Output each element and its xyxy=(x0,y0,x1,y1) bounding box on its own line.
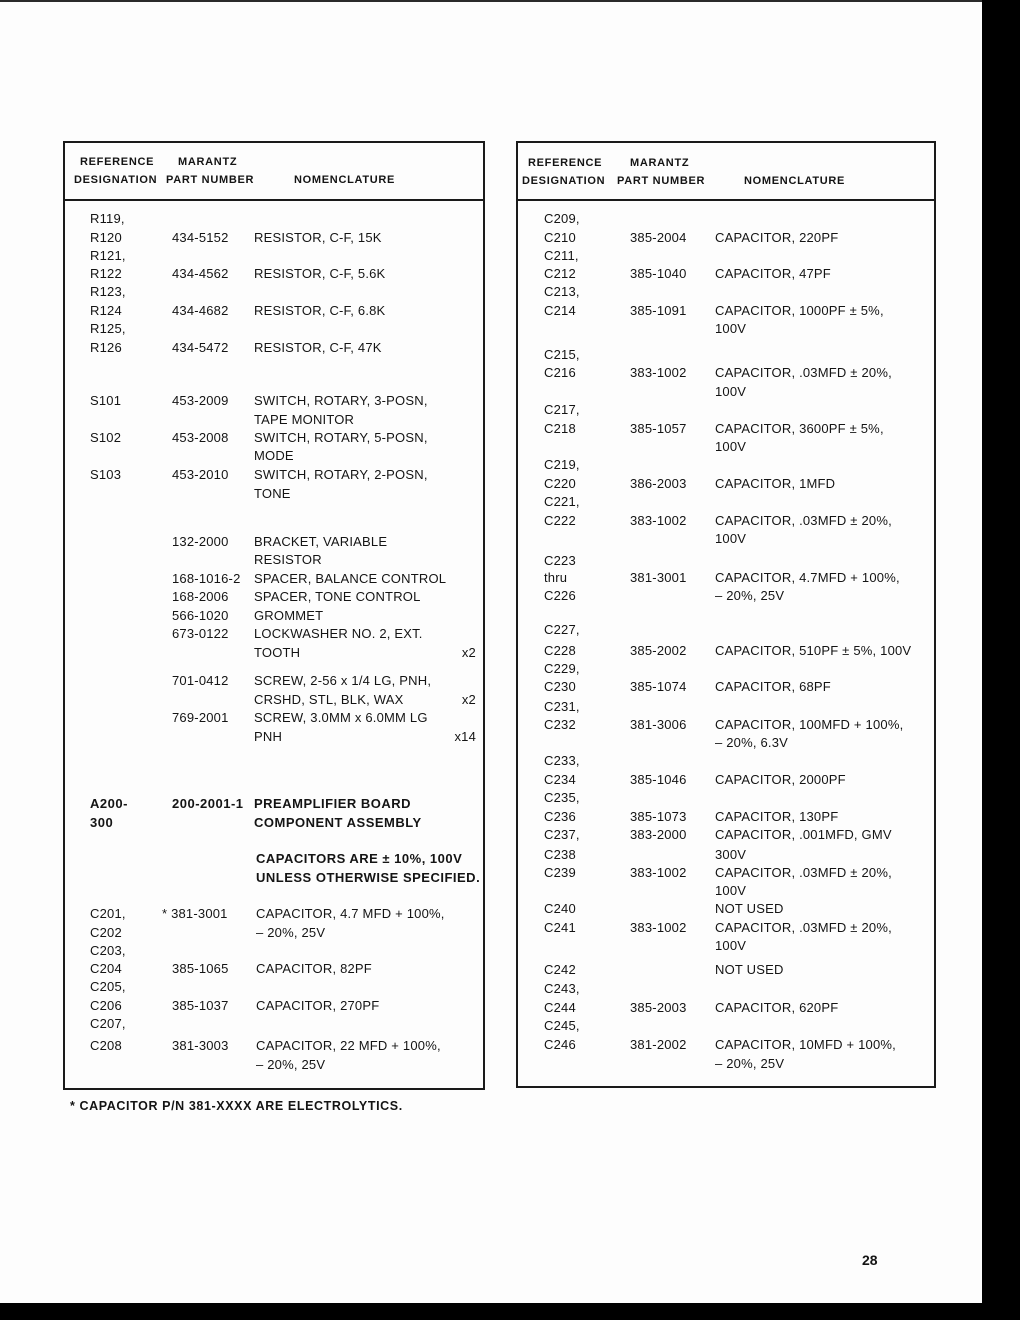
part-number: 673-0122 xyxy=(172,626,229,641)
nomenclature: CAPACITOR, .03MFD ± 20%, xyxy=(715,365,892,380)
nomenclature: CAPACITOR, 1MFD xyxy=(715,476,836,491)
quantity: x2 xyxy=(461,692,476,707)
nomenclature: SWITCH, ROTARY, 5-POSN, xyxy=(254,430,428,445)
left-header-divider xyxy=(63,199,485,201)
nomenclature: CAPACITOR, .001MFD, GMV xyxy=(715,827,892,842)
quantity: x14 xyxy=(454,729,476,744)
reference-designation: C201, xyxy=(90,906,126,921)
nomenclature: – 20%, 25V xyxy=(715,1056,785,1071)
nomenclature: SWITCH, ROTARY, 2-POSN, xyxy=(254,467,428,482)
part-number: 769-2001 xyxy=(172,710,229,725)
nomenclature: TAPE MONITOR xyxy=(254,412,355,427)
nomenclature: CAPACITOR, 100MFD + 100%, xyxy=(715,717,904,732)
nomenclature: SCREW, 2-56 x 1/4 LG, PNH, xyxy=(254,673,432,688)
reference-designation: C244 xyxy=(544,1000,576,1015)
nomenclature: CAPACITOR, .03MFD ± 20%, xyxy=(715,920,892,935)
nomenclature: RESISTOR, C-F, 6.8K xyxy=(254,303,386,318)
reference-designation: C219, xyxy=(544,457,580,472)
nomenclature: CAPACITOR, .03MFD ± 20%, xyxy=(715,513,892,528)
bottom-scan-border xyxy=(0,1303,1020,1320)
right-header-nomenclature: NOMENCLATURE xyxy=(744,175,846,187)
reference-designation: A200- xyxy=(90,796,128,811)
reference-designation: R120 xyxy=(90,230,122,245)
nomenclature: CAPACITORS ARE ± 10%, 100V xyxy=(256,851,463,866)
reference-designation: C231, xyxy=(544,699,580,714)
nomenclature: RESISTOR xyxy=(254,552,322,567)
reference-designation: 300 xyxy=(90,815,114,830)
part-number: 701-0412 xyxy=(172,673,229,688)
reference-designation: C232 xyxy=(544,717,576,732)
reference-designation: C235, xyxy=(544,790,580,805)
part-number: 453-2008 xyxy=(172,430,229,445)
nomenclature: CAPACITOR, .03MFD ± 20%, xyxy=(715,865,892,880)
nomenclature: PREAMPLIFIER BOARD xyxy=(254,796,412,811)
nomenclature: 100V xyxy=(715,531,747,546)
reference-designation: C223 xyxy=(544,553,576,568)
nomenclature: RESISTOR, C-F, 47K xyxy=(254,340,382,355)
reference-designation: C234 xyxy=(544,772,576,787)
footnote: * CAPACITOR P/N 381-XXXX ARE ELECTROLYTICS. xyxy=(70,1099,403,1113)
left-header-nomenclature: NOMENCLATURE xyxy=(294,174,396,186)
reference-designation: S103 xyxy=(90,467,122,482)
part-number: 385-1091 xyxy=(630,303,687,318)
right-header-ref-1: REFERENCE xyxy=(528,157,603,169)
part-number: 385-2003 xyxy=(630,1000,687,1015)
nomenclature: COMPONENT ASSEMBLY xyxy=(254,815,422,830)
reference-designation: C240 xyxy=(544,901,576,916)
reference-designation: thru xyxy=(544,570,568,585)
reference-designation: C204 xyxy=(90,961,122,976)
nomenclature: TOOTH xyxy=(254,645,301,660)
reference-designation: C222 xyxy=(544,513,576,528)
reference-designation: C239 xyxy=(544,865,576,880)
nomenclature: CAPACITOR, 4.7 MFD + 100%, xyxy=(256,906,445,921)
part-number: 383-1002 xyxy=(630,365,687,380)
reference-designation: C209, xyxy=(544,211,580,226)
reference-designation: C241 xyxy=(544,920,576,935)
nomenclature: CAPACITOR, 22 MFD + 100%, xyxy=(256,1038,441,1053)
part-number: 385-1040 xyxy=(630,266,687,281)
nomenclature: RESISTOR, C-F, 15K xyxy=(254,230,382,245)
part-number: 381-3001 xyxy=(630,570,687,585)
reference-designation: C203, xyxy=(90,943,126,958)
nomenclature: CAPACITOR, 68PF xyxy=(715,679,831,694)
part-number: 434-4562 xyxy=(172,266,229,281)
left-header-marantz-2: PART NUMBER xyxy=(166,174,255,186)
reference-designation: R121, xyxy=(90,248,126,263)
nomenclature: CAPACITOR, 620PF xyxy=(715,1000,839,1015)
nomenclature: CRSHD, STL, BLK, WAX xyxy=(254,692,404,707)
part-number: 381-3003 xyxy=(172,1038,229,1053)
part-number: 383-1002 xyxy=(630,865,687,880)
nomenclature: MODE xyxy=(254,448,294,463)
left-header-ref-1: REFERENCE xyxy=(80,156,155,168)
part-number: 385-2004 xyxy=(630,230,687,245)
reference-designation: C208 xyxy=(90,1038,122,1053)
reference-designation: R126 xyxy=(90,340,122,355)
nomenclature: SPACER, TONE CONTROL xyxy=(254,589,421,604)
reference-designation: R119, xyxy=(90,211,125,226)
nomenclature: CAPACITOR, 47PF xyxy=(715,266,831,281)
nomenclature: NOT USED xyxy=(715,962,784,977)
nomenclature: CAPACITOR, 220PF xyxy=(715,230,839,245)
part-number: 434-5472 xyxy=(172,340,229,355)
part-number: 385-1073 xyxy=(630,809,687,824)
part-number: 385-1074 xyxy=(630,679,687,694)
right-header-ref-2: DESIGNATION xyxy=(522,175,606,187)
reference-designation: R125, xyxy=(90,321,126,336)
nomenclature: CAPACITOR, 1000PF ± 5%, xyxy=(715,303,884,318)
nomenclature: TONE xyxy=(254,486,291,501)
reference-designation: C229, xyxy=(544,661,580,676)
nomenclature: 300V xyxy=(715,847,747,862)
nomenclature: SPACER, BALANCE CONTROL xyxy=(254,571,447,586)
reference-designation: R124 xyxy=(90,303,122,318)
part-number: 566-1020 xyxy=(172,608,229,623)
nomenclature: NOT USED xyxy=(715,901,784,916)
reference-designation: C245, xyxy=(544,1018,580,1033)
part-number: 385-1057 xyxy=(630,421,687,436)
part-number: 383-2000 xyxy=(630,827,687,842)
reference-designation: C237, xyxy=(544,827,580,842)
quantity: x2 xyxy=(461,645,476,660)
nomenclature: UNLESS OTHERWISE SPECIFIED. xyxy=(256,870,481,885)
nomenclature: CAPACITOR, 82PF xyxy=(256,961,372,976)
nomenclature: PNH xyxy=(254,729,283,744)
reference-designation: C230 xyxy=(544,679,576,694)
reference-designation: C212 xyxy=(544,266,576,281)
nomenclature: – 20%, 25V xyxy=(256,1057,326,1072)
nomenclature: 100V xyxy=(715,384,747,399)
nomenclature: – 20%, 25V xyxy=(715,588,785,603)
part-number: 385-1046 xyxy=(630,772,687,787)
nomenclature: GROMMET xyxy=(254,608,324,623)
right-scan-border xyxy=(982,0,1020,1320)
reference-designation: C216 xyxy=(544,365,576,380)
nomenclature: RESISTOR, C-F, 5.6K xyxy=(254,266,386,281)
part-number: 386-2003 xyxy=(630,476,687,491)
reference-designation: C228 xyxy=(544,643,576,658)
reference-designation: C213, xyxy=(544,284,580,299)
part-number: 453-2010 xyxy=(172,467,229,482)
reference-designation: C238 xyxy=(544,847,576,862)
reference-designation: C242 xyxy=(544,962,576,977)
reference-designation: R122 xyxy=(90,266,122,281)
reference-designation: C246 xyxy=(544,1037,576,1052)
part-number: 168-1016-2 xyxy=(172,571,241,586)
reference-designation: C218 xyxy=(544,421,576,436)
reference-designation: C205, xyxy=(90,979,126,994)
nomenclature: CAPACITOR, 2000PF xyxy=(715,772,846,787)
reference-designation: C214 xyxy=(544,303,576,318)
nomenclature: – 20%, 6.3V xyxy=(715,735,789,750)
left-header-marantz-1: MARANTZ xyxy=(178,156,238,168)
reference-designation: C210 xyxy=(544,230,576,245)
reference-designation: C220 xyxy=(544,476,576,491)
page-number: 28 xyxy=(862,1252,878,1268)
nomenclature: 100V xyxy=(715,938,747,953)
part-number: * 381-3001 xyxy=(162,906,228,921)
nomenclature: CAPACITOR, 270PF xyxy=(256,998,380,1013)
reference-designation: C217, xyxy=(544,402,580,417)
part-number: 385-1065 xyxy=(172,961,229,976)
part-number: 383-1002 xyxy=(630,513,687,528)
nomenclature: CAPACITOR, 4.7MFD + 100%, xyxy=(715,570,900,585)
part-number: 385-2002 xyxy=(630,643,687,658)
right-header-divider xyxy=(516,199,936,201)
nomenclature: SCREW, 3.0MM x 6.0MM LG xyxy=(254,710,428,725)
nomenclature: CAPACITOR, 510PF ± 5%, 100V xyxy=(715,643,912,658)
part-number: 132-2000 xyxy=(172,534,229,549)
reference-designation: C215, xyxy=(544,347,580,362)
nomenclature: LOCKWASHER NO. 2, EXT. xyxy=(254,626,423,641)
reference-designation: C221, xyxy=(544,494,580,509)
reference-designation: C243, xyxy=(544,981,580,996)
part-number: 168-2006 xyxy=(172,589,229,604)
reference-designation: S101 xyxy=(90,393,122,408)
nomenclature: SWITCH, ROTARY, 3-POSN, xyxy=(254,393,428,408)
left-header-ref-2: DESIGNATION xyxy=(74,174,158,186)
reference-designation: C206 xyxy=(90,998,122,1013)
reference-designation: C233, xyxy=(544,753,580,768)
part-number: 434-4682 xyxy=(172,303,229,318)
reference-designation: C211, xyxy=(544,248,579,263)
part-number: 434-5152 xyxy=(172,230,229,245)
nomenclature: BRACKET, VARIABLE xyxy=(254,534,388,549)
part-number: 381-3006 xyxy=(630,717,687,732)
part-number: 200-2001-1 xyxy=(172,796,244,811)
nomenclature: CAPACITOR, 10MFD + 100%, xyxy=(715,1037,896,1052)
part-number: 383-1002 xyxy=(630,920,687,935)
nomenclature: 100V xyxy=(715,321,747,336)
nomenclature: 100V xyxy=(715,439,747,454)
nomenclature: CAPACITOR, 3600PF ± 5%, xyxy=(715,421,884,436)
part-number: 381-2002 xyxy=(630,1037,687,1052)
part-number: 453-2009 xyxy=(172,393,229,408)
reference-designation: R123, xyxy=(90,284,126,299)
nomenclature: CAPACITOR, 130PF xyxy=(715,809,839,824)
top-edge xyxy=(0,0,1020,2)
right-header-marantz-2: PART NUMBER xyxy=(617,175,706,187)
part-number: 385-1037 xyxy=(172,998,229,1013)
reference-designation: S102 xyxy=(90,430,122,445)
reference-designation: C207, xyxy=(90,1016,126,1031)
reference-designation: C202 xyxy=(90,925,122,940)
reference-designation: C236 xyxy=(544,809,576,824)
right-header-marantz-1: MARANTZ xyxy=(630,157,690,169)
nomenclature: – 20%, 25V xyxy=(256,925,326,940)
reference-designation: C227, xyxy=(544,622,580,637)
nomenclature: 100V xyxy=(715,883,747,898)
reference-designation: C226 xyxy=(544,588,576,603)
